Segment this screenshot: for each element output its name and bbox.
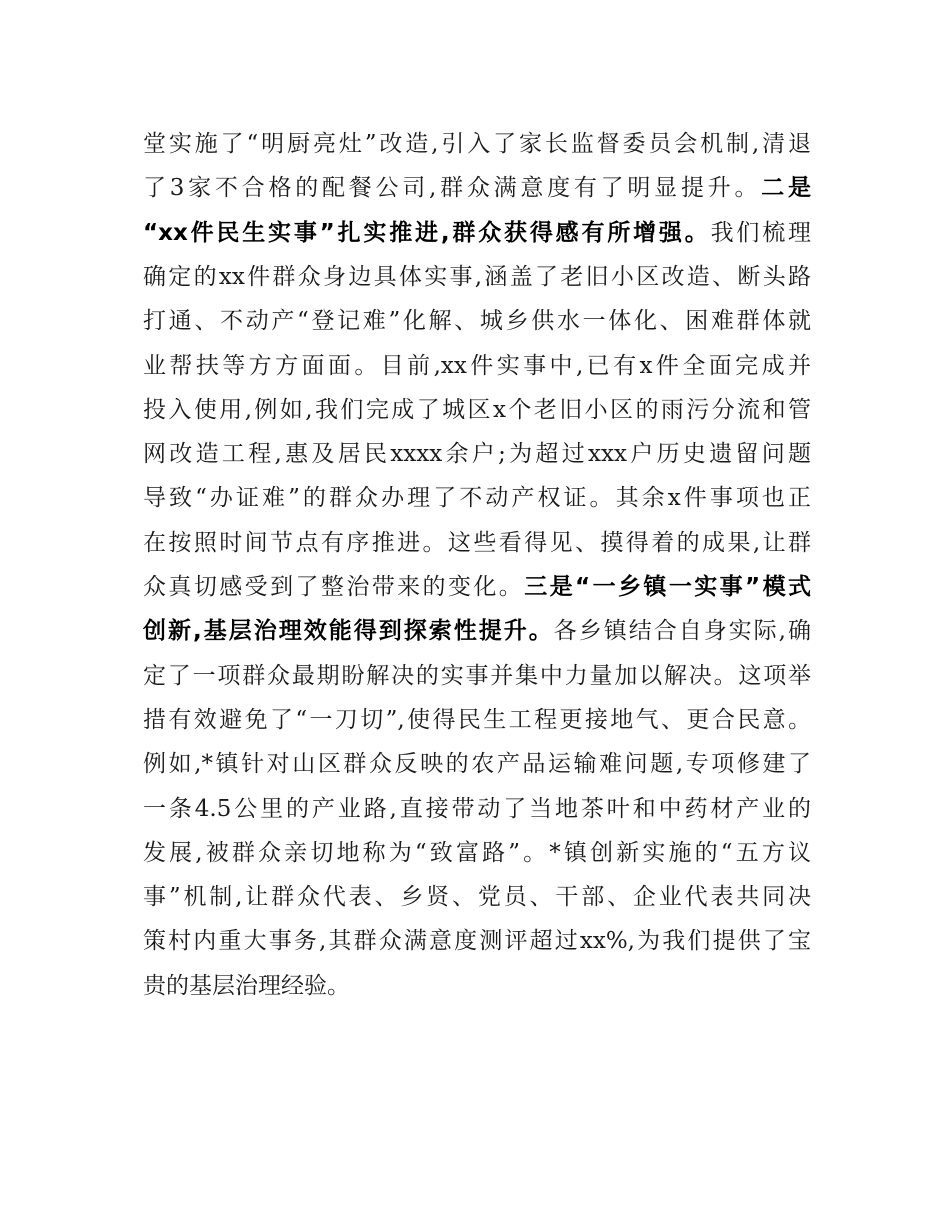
body-text: 网改造工程,惠及居民xxxx余户;为超过xxx户历史遗留问题 (143, 441, 811, 468)
body-text: 导致“办证难”的群众办理了不动产权证。其余x件事项也正 (143, 485, 811, 512)
body-text: 发展,被群众亲切地称为“致富路”。*镇创新实施的“五方议 (143, 839, 811, 866)
body-text: 了3家不合格的配餐公司,群众满意度有了明显提升。 (143, 175, 762, 202)
text-line (143, 964, 811, 1008)
bold-heading-text: 三是“一乡镇一实事”模式 (524, 574, 812, 600)
text-line (143, 255, 811, 299)
body-text: 业帮扶等方方面面。目前,xx件实事中,已有x件全面完成并 (143, 352, 811, 379)
body-text: 事”机制,让群众代表、乡贤、党员、干部、企业代表共同决 (143, 884, 811, 911)
text-line (143, 742, 811, 786)
text-line (143, 919, 811, 963)
text-line (143, 787, 811, 831)
text-line (143, 654, 811, 698)
body-text: 各乡镇结合自身实际,确 (553, 618, 811, 645)
body-text: 确定的xx件群众身边具体实事,涵盖了老旧小区改造、断头路 (143, 263, 811, 290)
text-line (143, 698, 811, 742)
body-text: 定了一项群众最期盼解决的实事并集中力量加以解决。这项举 (143, 662, 811, 689)
body-text: 一条4.5公里的产业路,直接带动了当地茶叶和中药材产业的 (143, 795, 811, 822)
body-text: 我们梳理 (710, 219, 812, 246)
text-line (143, 299, 811, 343)
text-line (143, 521, 811, 565)
text-line (143, 609, 811, 653)
bold-heading-text: 创新,基层治理效能得到探索性提升。 (143, 618, 554, 645)
body-text: 贵的基层治理经验。 (143, 972, 350, 999)
text-line (143, 831, 811, 875)
body-text: 众真切感受到了整治带来的变化。 (143, 574, 525, 600)
bold-heading-text: “xx件民生实事”扎实推进,群众获得感有所增强。 (143, 219, 711, 246)
text-line (143, 122, 811, 166)
body-text: 在按照时间节点有序推进。这些看得见、摸得着的成果,让群 (143, 529, 811, 556)
text-line (143, 565, 811, 609)
body-text: 堂实施了“明厨亮灶”改造,引入了家长监督委员会机制,清退 (143, 131, 811, 157)
text-line (143, 388, 811, 432)
text-line (143, 211, 811, 255)
text-line (143, 344, 811, 388)
body-text: 例如,*镇针对山区群众反映的农产品运输难问题,专项修建了 (143, 751, 811, 778)
text-line (143, 875, 811, 919)
text-line (143, 476, 811, 520)
bold-heading-text: 二是 (761, 175, 811, 202)
body-text: 打通、不动产“登记难”化解、城乡供水一体化、困难群体就 (143, 308, 811, 335)
body-text: 措有效避免了“一刀切”,使得民生工程更接地气、更合民意。 (143, 706, 811, 733)
text-line (143, 166, 811, 210)
text-line (143, 432, 811, 476)
body-text: 投入使用,例如,我们完成了城区x个老旧小区的雨污分流和管 (143, 396, 811, 423)
body-text: 策村内重大事务,其群众满意度测评超过xx%,为我们提供了宝 (143, 928, 811, 955)
